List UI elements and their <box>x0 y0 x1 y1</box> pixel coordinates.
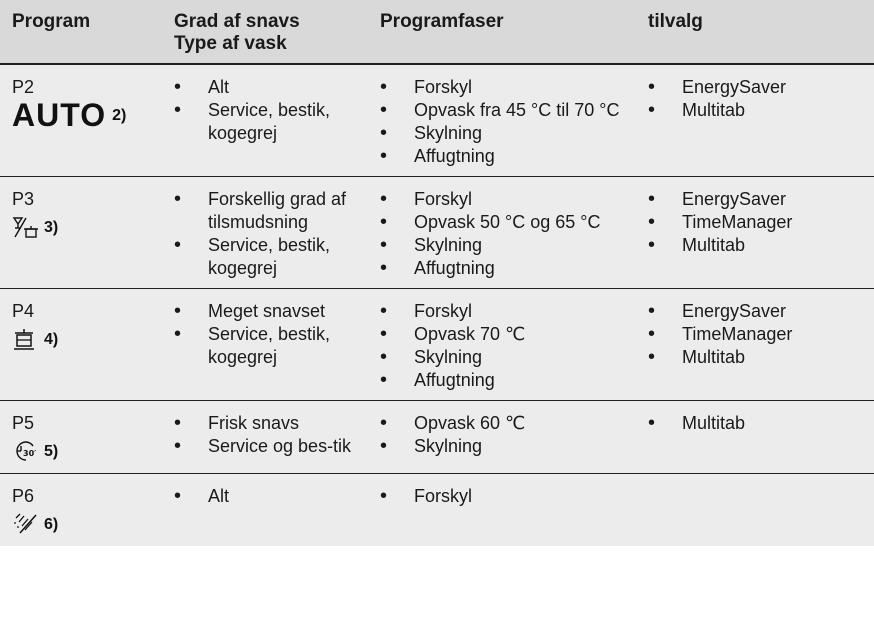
table-row <box>0 401 874 474</box>
list-item: • Skylning <box>380 234 638 257</box>
program-symbol <box>12 437 164 465</box>
list-item: • Forskyl <box>380 76 638 99</box>
program-symbol <box>12 97 164 133</box>
footnote-ref: 6) <box>44 515 59 533</box>
list-item: • Multitab <box>648 346 874 369</box>
table-row <box>0 64 874 177</box>
program-id: P4 <box>12 301 35 321</box>
phases-cell <box>370 474 638 547</box>
program-symbol <box>12 325 164 353</box>
footnote-ref: 3) <box>44 218 59 236</box>
list-item: • Affugtning <box>380 145 638 168</box>
header-phases: Programfaser <box>370 0 638 64</box>
header-soil-line1: Grad af snavs <box>174 11 300 32</box>
list-item: • Opvask 50 °C og 65 °C <box>380 211 638 234</box>
options-cell <box>638 401 874 474</box>
footnote-ref: 5) <box>44 442 59 460</box>
phases-cell <box>370 289 638 401</box>
phases-cell <box>370 401 638 474</box>
list-item: • Forskyl <box>380 188 638 211</box>
list-item: • TimeManager <box>648 323 874 346</box>
list-item: • Alt <box>174 485 370 508</box>
soil-cell <box>164 64 370 177</box>
list-item: • Alt <box>174 76 370 99</box>
clock-label: 30′ <box>23 449 37 458</box>
program-cell <box>0 177 164 289</box>
program-id: P6 <box>12 486 35 506</box>
list-item: • TimeManager <box>648 211 874 234</box>
30-minute-clock-icon <box>12 439 38 463</box>
glass-and-pot-icon <box>12 215 38 239</box>
program-cell <box>0 289 164 401</box>
list-item: • EnergySaver <box>648 300 874 323</box>
list-item: • Skylning <box>380 435 638 458</box>
list-item: • Affugtning <box>380 257 638 280</box>
rinse-spray-icon <box>12 512 38 536</box>
program-symbol <box>12 213 164 241</box>
list-item: • Multitab <box>648 412 874 435</box>
options-cell <box>638 177 874 289</box>
options-cell <box>638 474 874 547</box>
table-row <box>0 177 874 289</box>
list-item: • EnergySaver <box>648 188 874 211</box>
list-item: • Forskellig grad af tilsmudsning <box>174 188 370 234</box>
header-soil <box>164 0 370 64</box>
table-row <box>0 289 874 401</box>
soil-cell <box>164 289 370 401</box>
table-row <box>0 474 874 547</box>
program-cell <box>0 474 164 547</box>
program-id: P2 <box>12 77 35 97</box>
program-symbol <box>12 510 164 538</box>
phases-cell <box>370 177 638 289</box>
header-soil-line2: Type af vask <box>174 33 287 54</box>
list-item: • Multitab <box>648 234 874 257</box>
options-cell <box>638 64 874 177</box>
list-item: • Service, bestik, kogegrej <box>174 234 370 280</box>
soil-cell <box>164 474 370 547</box>
list-item: • Skylning <box>380 122 638 145</box>
list-item: • Service og bes-tik <box>174 435 370 458</box>
auto-program-label: AUTO <box>12 97 107 133</box>
footnote-ref: 4) <box>44 330 59 348</box>
list-item: • Opvask 60 ℃ <box>380 412 638 435</box>
header-program: Program <box>0 0 164 64</box>
list-item: • EnergySaver <box>648 76 874 99</box>
list-item: • Service, bestik, kogegrej <box>174 323 370 369</box>
list-item: • Frisk snavs <box>174 412 370 435</box>
list-item: • Service, bestik, kogegrej <box>174 99 370 145</box>
footnote-ref: 2) <box>112 106 127 124</box>
table-header-row <box>0 0 874 64</box>
soil-cell <box>164 401 370 474</box>
list-item: • Opvask fra 45 °C til 70 °C <box>380 99 638 122</box>
options-cell <box>638 289 874 401</box>
list-item: • Forskyl <box>380 300 638 323</box>
list-item: • Affugtning <box>380 369 638 392</box>
header-options: tilvalg <box>638 0 874 64</box>
pot-icon <box>12 327 38 351</box>
soil-cell <box>164 177 370 289</box>
list-item: • Meget snavset <box>174 300 370 323</box>
list-item: • Multitab <box>648 99 874 122</box>
program-id: P5 <box>12 413 35 433</box>
list-item: • Forskyl <box>380 485 638 508</box>
program-cell <box>0 401 164 474</box>
program-cell <box>0 64 164 177</box>
list-item: • Opvask 70 ℃ <box>380 323 638 346</box>
program-id: P3 <box>12 189 35 209</box>
phases-cell <box>370 64 638 177</box>
list-item: • Skylning <box>380 346 638 369</box>
